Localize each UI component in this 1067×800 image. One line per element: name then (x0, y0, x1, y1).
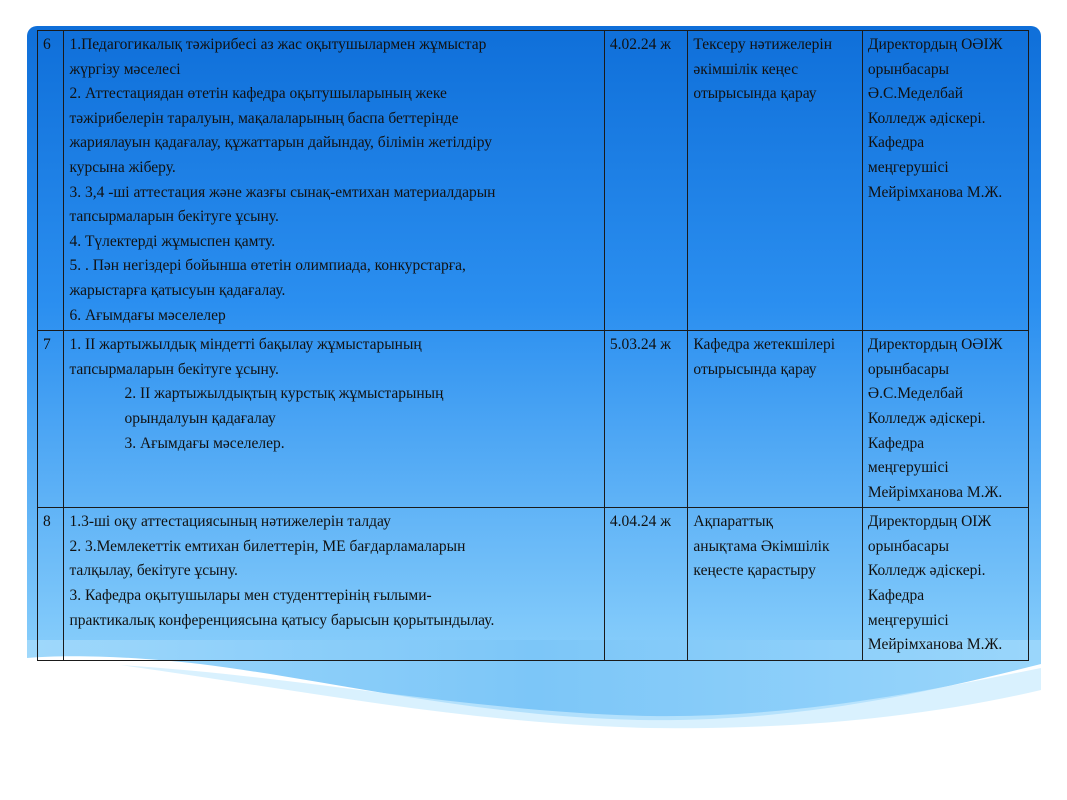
responsible-line: Ә.С.Меделбай (867, 85, 964, 103)
agenda-line: 3. Кафедра оқытушылары мен студенттерінің ғылыми- (69, 587, 432, 605)
table-row (38, 508, 1029, 661)
responsible-line: Кафедра (867, 434, 925, 452)
responsible-line: орынбасары (867, 60, 950, 78)
agenda-line: 1.3-ші оқу аттестациясының нәтижелерін талдау (69, 513, 391, 531)
work-plan-table (37, 30, 1029, 661)
agenda-line: тапсырмаларын бекітуге ұсыну. (69, 208, 279, 226)
responsible-line: Ә.С.Меделбай (867, 385, 964, 403)
form-line: Тексеру нәтижелерін (693, 36, 833, 53)
agenda-cell (64, 331, 604, 508)
date-cell: 4.02.24 ж (604, 31, 688, 331)
plan-table-wrapper (37, 30, 1029, 661)
form-line: Ақпараттық (693, 513, 774, 531)
agenda-line: 6. Ағымдағы мәселелер (69, 306, 226, 324)
agenda-line: курсына жіберу. (69, 158, 176, 176)
agenda-line: жарыстарға қатысуын қадағалау. (69, 281, 286, 299)
agenda-line: тапсырмаларын бекітуге ұсыну. (69, 360, 279, 378)
row-number: 8 (38, 508, 64, 661)
responsible-line: Мейрімханова М.Ж. (867, 183, 1003, 201)
responsible-line: орынбасары (867, 360, 950, 378)
responsible-line: меңгерушісі (867, 611, 949, 629)
agenda-line: практикалық конференциясына қатысу барысын қорытындылау. (69, 611, 495, 629)
agenda-line: 5. . Пән негіздері бойынша өтетін олимпиада, конкурстарға, (69, 257, 466, 275)
responsible-line: Директордың ОІЖ (867, 513, 992, 531)
agenda-line: 2. ІІ жартыжылдықтың курстық жұмыстарының (124, 385, 444, 403)
form-cell (688, 31, 863, 331)
responsible-line: Директордың ОӘІЖ (867, 36, 1003, 53)
responsible-line: Кафедра (867, 587, 925, 605)
form-line: әкімшілік кеңес (693, 60, 799, 78)
agenda-line: жүргізу мәселесі (69, 60, 181, 78)
form-line: отырысында қарау (693, 360, 817, 378)
responsible-line: меңгерушісі (867, 459, 949, 477)
form-line: кеңесте қарастыру (693, 562, 816, 580)
table-row (38, 31, 1029, 331)
row-number: 6 (38, 31, 64, 331)
responsible-cell (862, 508, 1028, 661)
agenda-line: 3. Ағымдағы мәселелер. (124, 434, 285, 452)
agenda-line: тәжірибелерін таралуын, мақалаларының баспа беттерінде (69, 109, 459, 127)
agenda-line: орындалуын қадағалау (124, 409, 276, 427)
form-cell (688, 331, 863, 508)
responsible-line: Колледж әдіскері. (867, 562, 986, 580)
form-line: отырысында қарау (693, 85, 817, 103)
date-cell: 4.04.24 ж (604, 508, 688, 661)
agenda-line: талқылау, бекітуге ұсыну. (69, 562, 238, 580)
responsible-line: Кафедра (867, 134, 925, 152)
agenda-line: жариялауын қадағалау, құжаттарын дайындау, білімін жетілдіру (69, 134, 493, 152)
form-line: анықтама Әкімшілік (693, 537, 830, 555)
agenda-line: 1.Педагогикалық тәжірибесі аз жас оқытушылармен жұмыстар (69, 36, 487, 53)
row-number: 7 (38, 331, 64, 508)
responsible-cell (862, 331, 1028, 508)
responsible-line: Мейрімханова М.Ж. (867, 483, 1003, 501)
responsible-line: Колледж әдіскері. (867, 109, 986, 127)
responsible-cell (862, 31, 1028, 331)
responsible-line: орынбасары (867, 537, 950, 555)
agenda-cell (64, 508, 604, 661)
responsible-line: меңгерушісі (867, 158, 949, 176)
agenda-line: 2. Аттестациядан өтетін кафедра оқытушыларының жеке (69, 85, 447, 103)
agenda-line: 1. ІІ жартыжылдық міндетті бақылау жұмыстарының (69, 336, 422, 354)
form-line: Кафедра жетекшілері (693, 336, 836, 354)
responsible-line: Колледж әдіскері. (867, 409, 986, 427)
agenda-line: 2. 3.Мемлекеттік емтихан билеттерін, МЕ бағдарламаларын (69, 537, 466, 555)
form-cell (688, 508, 863, 661)
responsible-line: Директордың ОӘІЖ (867, 336, 1003, 354)
date-cell: 5.03.24 ж (604, 331, 688, 508)
responsible-line: Мейрімханова М.Ж. (867, 636, 1003, 654)
agenda-line: 3. 3,4 -ші аттестация және жазғы сынақ-емтихан материалдарын (69, 183, 496, 201)
agenda-cell (64, 31, 604, 331)
table-row (38, 331, 1029, 508)
agenda-line: 4. Түлектерді жұмыспен қамту. (69, 232, 276, 250)
